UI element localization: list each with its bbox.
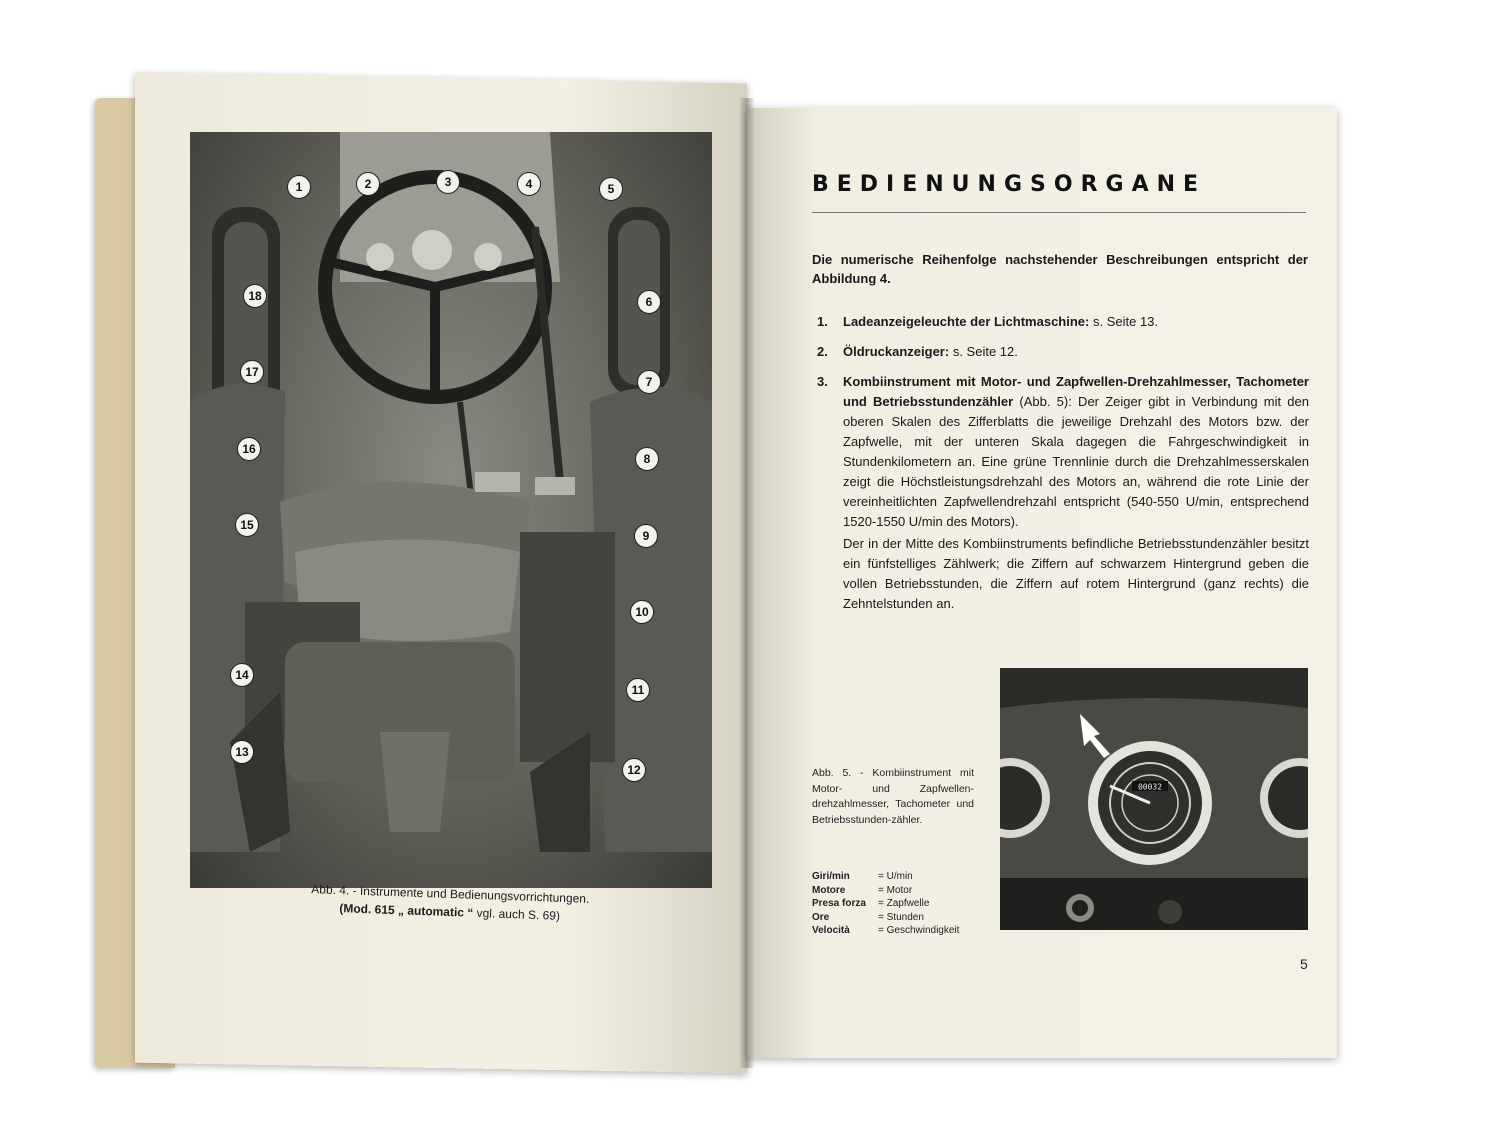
page-heading: BEDIENUNGSORGANE — [812, 172, 1207, 197]
book-gutter — [740, 98, 754, 1068]
callout-13: 13 — [230, 740, 254, 764]
legend-german: = Zapfwelle — [878, 898, 930, 909]
callout-5: 5 — [599, 177, 623, 201]
figure-4-ref: vgl. auch S. 69) — [473, 905, 561, 923]
figure-5-caption: Abb. 5. - Kombiinstrument mit Motor- und Zapfwellen-drehzahlmesser, Tachometer und Betriebsstunden-zähler. — [812, 767, 974, 826]
item-text: s. Seite 13. — [1089, 314, 1159, 329]
legend-german: = Stunden — [878, 911, 924, 923]
tractor-controls-photo — [190, 132, 712, 888]
legend-italian: Motore — [812, 884, 846, 896]
legend-row — [812, 924, 959, 938]
callout-14: 14 — [230, 663, 254, 687]
gauge-illustration — [1000, 668, 1308, 930]
gauge-counter: 00032 — [1137, 782, 1163, 792]
legend-row — [812, 870, 959, 884]
intro-paragraph: Die numerische Reihenfolge nachstehender Beschreibungen entspricht der Abbildung 4. — [812, 252, 1308, 286]
legend-italian: Ore — [812, 911, 830, 923]
item-number: 3. — [817, 374, 828, 389]
figure-4-caption-line1: Abb. 4. - Instrumente und Bedienungsvorrichtungen. — [311, 882, 590, 906]
heading-rule — [812, 212, 1306, 213]
callout-4: 4 — [517, 172, 541, 196]
legend-italian: Giri/min — [812, 871, 850, 882]
list-item — [817, 342, 1309, 362]
legend-italian: Presa forza — [812, 898, 866, 909]
callout-1: 1 — [287, 175, 311, 199]
legend-german: = U/min — [878, 871, 913, 882]
callout-6: 6 — [637, 290, 661, 314]
list-item — [817, 372, 1309, 614]
item-number: 2. — [817, 344, 828, 359]
callout-2: 2 — [356, 172, 380, 196]
callout-12: 12 — [622, 758, 646, 782]
legend-german: = Geschwindigkeit — [878, 925, 960, 936]
item-text: s. Seite 12. — [949, 344, 1018, 359]
legend-german: = Motor — [878, 884, 913, 896]
item-title: Ladeanzeigeleuchte der Lichtmaschine: — [843, 314, 1090, 329]
legend-row — [812, 911, 959, 925]
item-title: Kombiinstrument mit Motor- und Zapfwellen-Drehzahlmesser, Tachometer und Betriebsstundenzähler — [843, 374, 1309, 409]
gauge-photo — [1000, 668, 1308, 930]
callout-11: 11 — [626, 678, 650, 702]
item-number: 1. — [817, 314, 828, 329]
legend-italian: Velocità — [812, 925, 850, 936]
gauge-legend — [812, 870, 959, 938]
callout-8: 8 — [635, 447, 659, 471]
legend-row — [812, 897, 959, 911]
legend-row — [812, 884, 959, 898]
callout-7: 7 — [637, 370, 661, 394]
item-text: (Abb. 5): Der Zeiger gibt in Verbindung mit den oberen Skalen des Zifferblatts die jeweilige Drehzahl des Motors bzw. der Zapfwelle, mit der unteren Skala dagegen die Fahrgeschwindigkeit in Stundenkilometern an. Eine grüne Trennlinie durch die Drehzahlmesserskalen zeigt die Höchstleistungsdrehzahl des Motors an, während die rote Linie der vereinheitlichten Zapfwellendrehzahl entspricht (540-550 U/min, entsprechend 1520-1550 U/min des Motors). — [843, 394, 1309, 529]
page-number: 5 — [1300, 956, 1308, 972]
controls-list — [817, 312, 1309, 624]
callout-9: 9 — [634, 524, 658, 548]
list-item — [817, 312, 1309, 332]
callout-17: 17 — [240, 360, 264, 384]
callout-18: 18 — [243, 284, 267, 308]
callout-16: 16 — [237, 437, 261, 461]
callout-10: 10 — [630, 600, 654, 624]
callout-3: 3 — [436, 170, 460, 194]
item-title: Öldruckanzeiger: — [843, 344, 950, 359]
item-paragraph-2: Der in der Mitte des Kombiinstruments befindliche Betriebsstundenzähler besitzt ein fünfstelliges Zählwerk; die Ziffern auf schwarzem Hintergrund geben die vollen Betriebsstunden, die Ziffern auf rotem Hintergrund (ganz rechts) die Zehntelstunden an. — [843, 536, 1309, 611]
callout-15: 15 — [235, 513, 259, 537]
figure-4-model: (Mod. 615 „ automatic “ — [339, 901, 474, 920]
